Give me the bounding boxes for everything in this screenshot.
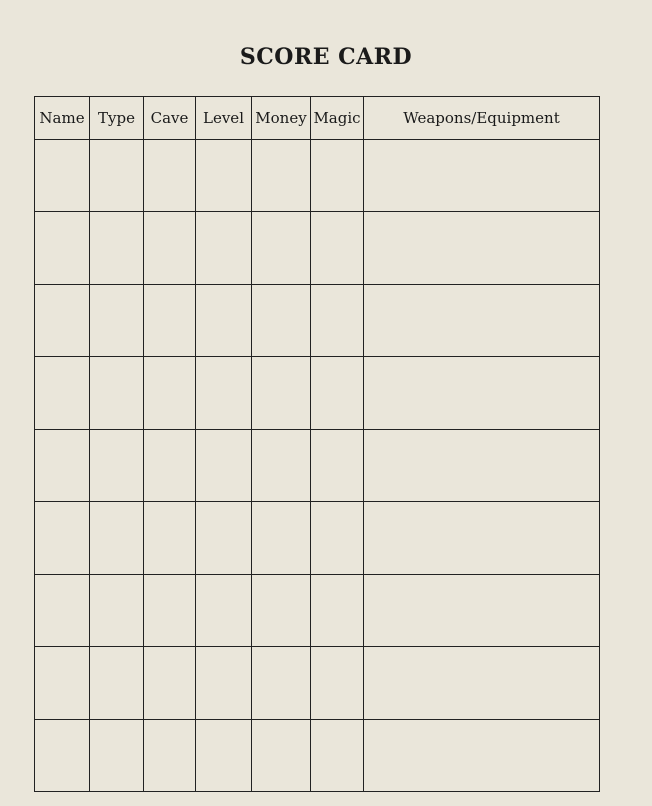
table-cell — [252, 357, 311, 429]
table-cell — [35, 284, 90, 356]
table-cell — [90, 502, 144, 574]
table-cell — [90, 357, 144, 429]
table-cell — [311, 357, 364, 429]
table-cell — [311, 502, 364, 574]
table-cell — [196, 357, 252, 429]
table-cell — [90, 212, 144, 284]
table-cell — [35, 429, 90, 501]
table-row — [35, 574, 600, 646]
table-cell — [144, 140, 196, 212]
table-cell — [196, 502, 252, 574]
table-cell — [364, 502, 600, 574]
table-row — [35, 502, 600, 574]
table-cell — [196, 212, 252, 284]
table-cell — [35, 647, 90, 719]
table-cell — [364, 719, 600, 792]
table-cell — [90, 719, 144, 792]
table-cell — [196, 140, 252, 212]
table-cell — [196, 719, 252, 792]
table-cell — [311, 284, 364, 356]
table-cell — [364, 357, 600, 429]
table-cell — [144, 284, 196, 356]
table-cell — [35, 357, 90, 429]
table-cell — [311, 140, 364, 212]
table-cell — [364, 140, 600, 212]
table-cell — [252, 212, 311, 284]
column-header-money: Money — [252, 97, 311, 140]
table-cell — [364, 647, 600, 719]
table-cell — [311, 647, 364, 719]
table-cell — [144, 719, 196, 792]
table-row — [35, 357, 600, 429]
table-row — [35, 647, 600, 719]
table-cell — [144, 212, 196, 284]
table-row — [35, 719, 600, 792]
table-cell — [364, 284, 600, 356]
table-cell — [364, 212, 600, 284]
table-cell — [144, 429, 196, 501]
table-cell — [252, 284, 311, 356]
table-cell — [35, 140, 90, 212]
table-cell — [35, 212, 90, 284]
table-cell — [35, 502, 90, 574]
table-cell — [144, 357, 196, 429]
table-row — [35, 212, 600, 284]
column-header-weapons-equipment: Weapons/Equipment — [364, 97, 600, 140]
table-cell — [144, 647, 196, 719]
table-row — [35, 429, 600, 501]
table-row — [35, 284, 600, 356]
column-header-level: Level — [196, 97, 252, 140]
table-cell — [364, 574, 600, 646]
table-cell — [196, 429, 252, 501]
page-title: SCORE CARD — [239, 44, 413, 70]
table-cell — [196, 647, 252, 719]
score-card-table — [34, 96, 600, 792]
table-cell — [90, 647, 144, 719]
table-cell — [90, 284, 144, 356]
table-cell — [35, 719, 90, 792]
table-cell — [90, 140, 144, 212]
column-header-name: Name — [35, 97, 90, 140]
table-cell — [364, 429, 600, 501]
table-cell — [252, 574, 311, 646]
table-cell — [252, 140, 311, 212]
table-cell — [311, 212, 364, 284]
table-cell — [252, 429, 311, 501]
table-cell — [311, 574, 364, 646]
header-row — [35, 97, 600, 140]
table-cell — [144, 502, 196, 574]
column-header-magic: Magic — [311, 97, 364, 140]
table-cell — [252, 647, 311, 719]
table-cell — [311, 429, 364, 501]
table-cell — [196, 284, 252, 356]
table-cell — [144, 574, 196, 646]
column-header-cave: Cave — [144, 97, 196, 140]
column-header-type: Type — [90, 97, 144, 140]
table-cell — [252, 719, 311, 792]
table-cell — [252, 502, 311, 574]
table-cell — [90, 429, 144, 501]
table-cell — [35, 574, 90, 646]
table-row — [35, 140, 600, 212]
table-cell — [196, 574, 252, 646]
table-cell — [90, 574, 144, 646]
table-cell — [311, 719, 364, 792]
